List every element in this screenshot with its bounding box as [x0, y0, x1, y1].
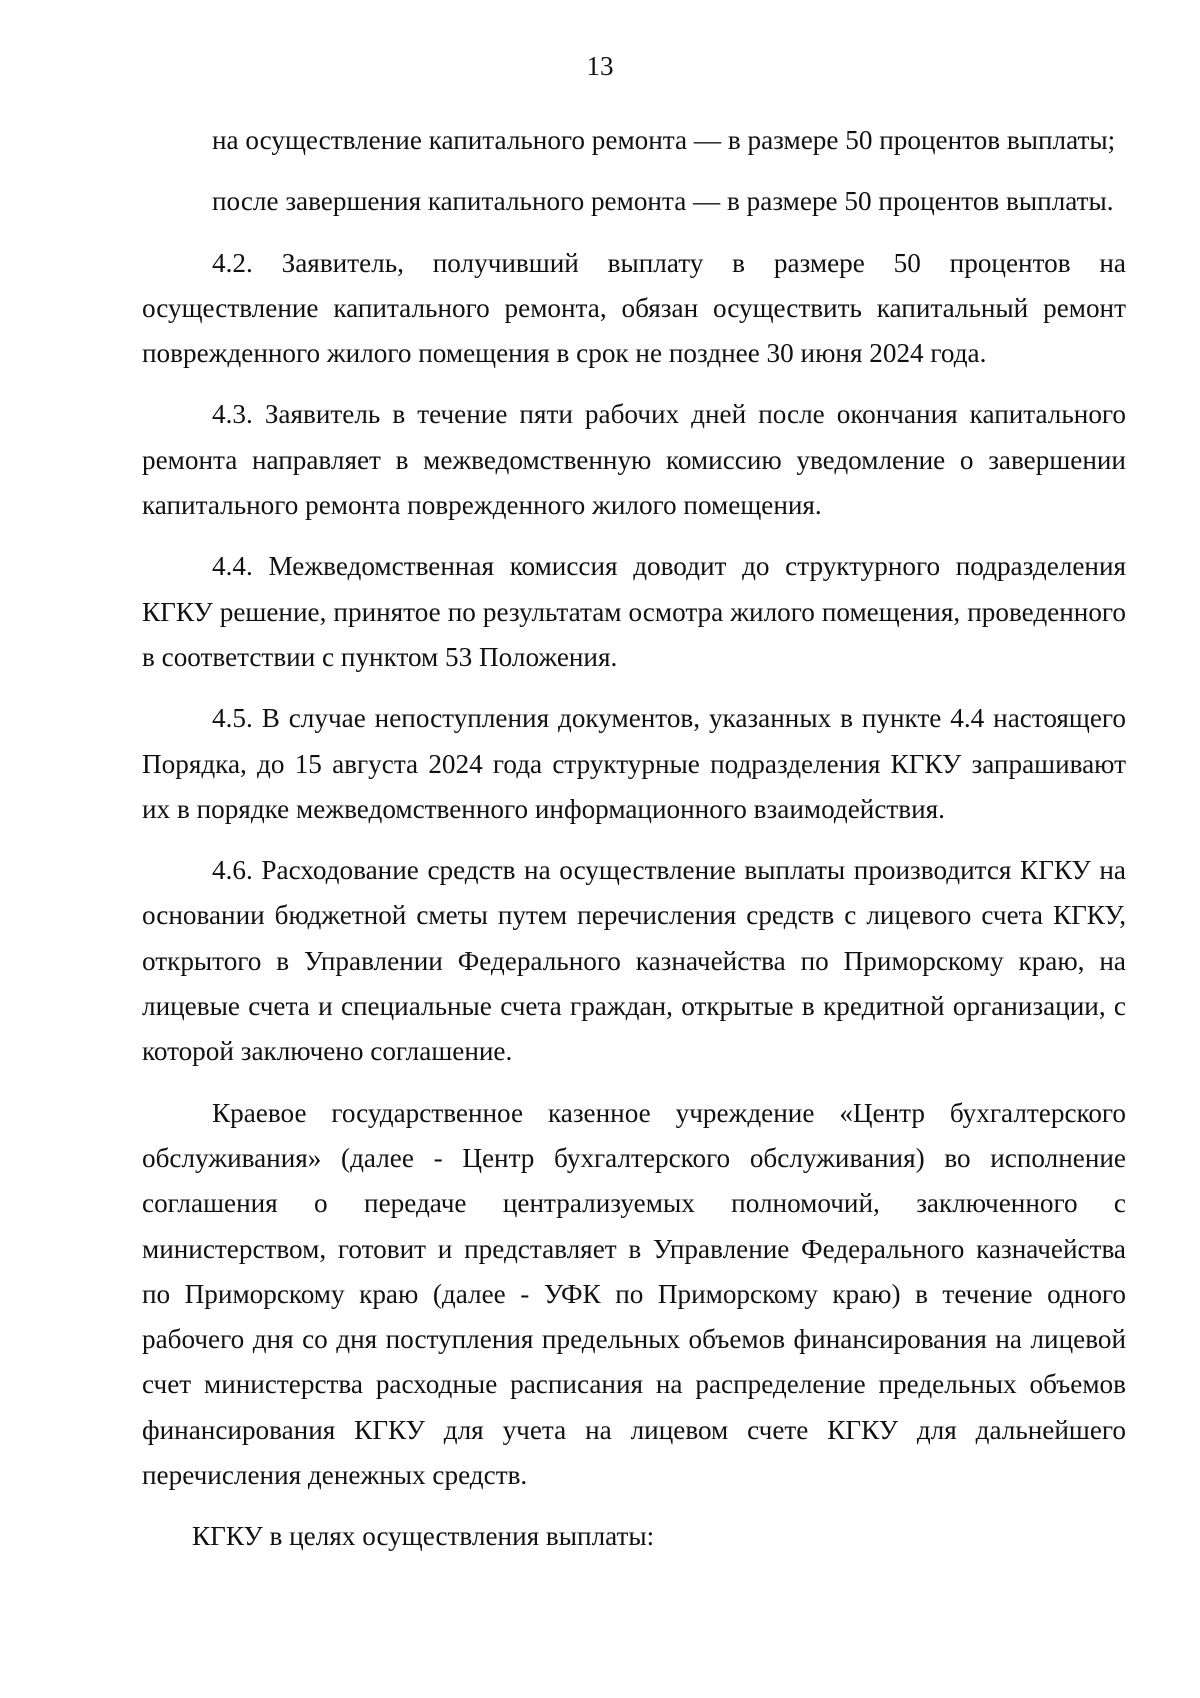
paragraph-1: на осуществление капитального ремонта — в размере 50 процентов выплаты; — [212, 125, 1116, 155]
document-body — [142, 118, 1126, 1576]
paragraph-4-4: 4.4. Межведомственная комиссия доводит до структурного подразделения КГКУ решение, принятое по результатам осмотра жилого помещения, проведенного в соответствии с пунктом 53 Положения. — [142, 551, 1126, 672]
paragraph-kgku-purposes: КГКУ в целях осуществления выплаты: — [192, 1521, 655, 1552]
paragraph-4-3: 4.3. Заявитель в течение пяти рабочих дней после окончания капитального ремонта направляет в межведомственную комиссию уведомление о завершении капитального ремонта поврежденного жилого помещения. — [142, 399, 1126, 521]
paragraph-4-6: 4.6. Расходование средств на осуществление выплаты производится КГКУ на основании бюджетной сметы путем перечисления средств с лицевого счета КГКУ, открытого в Управлении Федерального казначейства по Приморскому краю, на лицевые счета и специальные счета граждан, открытые в кредитной организации, с которой заключено соглашение. — [142, 855, 1126, 1067]
paragraph-4-5: 4.5. В случае непоступления документов, указанных в пункте 4.4 настоящего Порядка, до 15 августа 2024 года структурные подразделения КГКУ запрашивают их в порядке межведомственного информационного взаимодействия. — [142, 703, 1126, 824]
paragraph-center-accounting: Краевое государственное казенное учреждение «Центр бухгалтерского обслуживания» (далее - Центр бухгалтерского обслуживания) во исполнение соглашения о передаче централизуемых полномочий, заключенного с министерством, готовит и представляет в Управление Федерального казначейства по Приморскому краю (далее - УФК по Приморскому краю) в течение одного рабочего дня со дня поступления предельных объемов финансирования на лицевой счет министерства расходные расписания на распределение предельных объемов финансирования КГКУ для учета на лицевом счете КГКУ для дальнейшего перечисления денежных средств. — [142, 1097, 1126, 1491]
page-number: 13 — [586, 51, 614, 81]
paragraph-4-2: 4.2. Заявитель, получивший выплату в размере 50 процентов на осуществление капитального ремонта, обязан осуществить капитальный ремонт поврежденного жилого помещения в срок не позднее 30 июня 2024 года. — [142, 247, 1126, 369]
paragraph-2: после завершения капитального ремонта — в размере 50 процентов выплаты. — [212, 186, 1114, 217]
